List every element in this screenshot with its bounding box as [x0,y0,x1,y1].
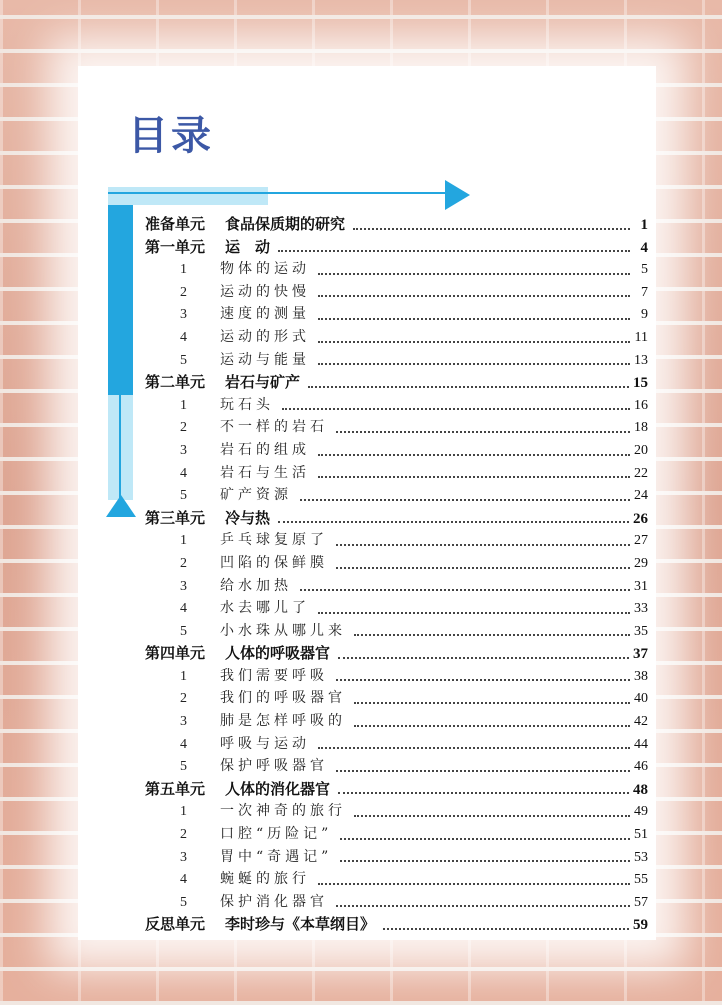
lesson-title: 物体的运动 [220,261,310,278]
lesson-number: 4 [180,601,187,617]
dot-leader [318,295,630,297]
page-number: 11 [634,329,648,345]
toc-lesson-entry[interactable] [145,303,648,326]
page-number: 33 [634,601,648,617]
lesson-title: 给水加热 [220,577,292,594]
lesson-number: 4 [180,465,187,481]
unit-label: 第五单元 [145,779,206,798]
toc-lesson-entry[interactable] [145,800,648,823]
unit-title: 人体的呼吸器官 [225,644,331,663]
page-number: 35 [634,623,648,639]
lesson-title: 胃中“奇遇记” [220,848,333,865]
unit-label: 第一单元 [145,237,206,256]
page-title: 目录 [128,113,214,159]
unit-label: 第二单元 [145,373,206,392]
dot-leader [300,499,630,501]
page-number: 48 [633,781,648,798]
page-number: 38 [634,668,648,684]
toc-lesson-entry[interactable] [145,687,648,710]
dot-leader [338,792,629,794]
page-number: 31 [634,578,648,594]
toc-lesson-entry[interactable] [145,439,648,462]
unit-title: 李时珍与《本草纲目》 [225,915,376,934]
lesson-title: 岩石与生活 [220,464,310,481]
toc-lesson-entry[interactable] [145,733,648,756]
page-number: 16 [634,397,648,413]
lesson-number: 2 [180,284,187,300]
toc-lesson-entry[interactable] [145,846,648,869]
dot-leader [282,408,630,410]
dot-leader [318,476,630,478]
lesson-title: 运动与能量 [220,351,310,368]
dot-leader [336,544,630,546]
unit-title: 冷与热 [225,508,271,527]
toc-lesson-entry[interactable] [145,326,648,349]
page-number: 40 [634,691,648,707]
unit-title: 人体的消化器官 [225,779,331,798]
dot-leader [318,612,630,614]
lesson-title: 运动的快慢 [220,283,310,300]
toc-lesson-entry[interactable] [145,416,648,439]
lesson-number: 5 [180,352,187,368]
toc-lesson-entry[interactable] [145,394,648,417]
dot-leader [318,341,630,343]
page-number: 26 [633,510,648,527]
page-number: 1 [640,217,648,233]
dot-leader [318,883,630,885]
lesson-number: 5 [180,894,187,910]
dot-leader [354,725,630,727]
unit-label: 第三单元 [145,508,206,527]
lesson-number: 2 [180,555,187,571]
lesson-number: 2 [180,827,187,843]
decorative-line-vertical [119,395,121,500]
lesson-title: 保护呼吸器官 [220,758,328,775]
lesson-title: 凹陷的保鲜膜 [220,554,328,571]
unit-label: 第四单元 [145,644,206,663]
lesson-number: 5 [180,488,187,504]
lesson-title: 我们的呼吸器官 [220,690,346,707]
unit-label: 反思单元 [145,915,206,934]
lesson-title: 呼吸与运动 [220,735,310,752]
page-number: 37 [633,646,648,663]
toc-unit-entry[interactable] [145,507,648,530]
dot-leader [318,318,630,320]
lesson-number: 4 [180,329,187,345]
lesson-title: 蜿蜒的旅行 [220,871,310,888]
page-number: 44 [634,736,648,752]
page-number: 42 [634,714,648,730]
unit-title: 食品保质期的研究 [225,215,346,233]
unit-title: 岩石与矿产 [225,373,301,392]
toc-lesson-entry[interactable] [145,710,648,733]
toc-lesson-entry[interactable] [145,484,648,507]
toc-unit-entry[interactable] [145,236,648,259]
dot-leader [336,431,630,433]
unit-label: 准备单元 [145,215,206,233]
lesson-title: 小水珠从哪儿来 [220,622,346,639]
toc-lesson-entry[interactable] [145,868,648,891]
lesson-title: 口腔“历险记” [220,826,333,843]
decorative-bar-horizontal [108,187,268,205]
lesson-number: 3 [180,578,187,594]
toc-unit-entry[interactable] [145,778,648,801]
unit-title: 运 动 [225,237,271,256]
page-number: 9 [641,307,648,323]
page-number: 27 [634,533,648,549]
lesson-number: 3 [180,307,187,323]
toc-lesson-entry[interactable] [145,552,648,575]
lesson-title: 一次神奇的旅行 [220,803,346,820]
table-of-contents [145,213,648,936]
dot-leader [353,228,630,230]
toc-lesson-entry[interactable] [145,462,648,485]
lesson-title: 保护消化器官 [220,893,328,910]
decorative-line-horizontal [108,192,453,194]
dot-leader [336,905,630,907]
lesson-number: 2 [180,691,187,707]
lesson-number: 3 [180,714,187,730]
toc-unit-entry[interactable] [145,371,648,394]
toc-lesson-entry[interactable] [145,823,648,846]
lesson-number: 1 [180,804,187,820]
lesson-number: 4 [180,872,187,888]
toc-lesson-entry[interactable] [145,281,648,304]
dot-leader [383,928,629,930]
page-number: 7 [641,284,648,300]
dot-leader [340,838,630,840]
toc-lesson-entry[interactable] [145,575,648,598]
lesson-number: 5 [180,623,187,639]
page-number: 15 [633,375,648,392]
page-number: 5 [641,262,648,278]
page-number: 29 [634,555,648,571]
lesson-number: 1 [180,262,187,278]
page-number: 46 [634,759,648,775]
lesson-title: 乒乓球复原了 [220,532,328,549]
dot-leader [318,273,630,275]
page-number: 4 [640,239,648,256]
page-number: 57 [634,894,648,910]
lesson-number: 3 [180,442,187,458]
toc-unit-entry[interactable] [145,213,648,236]
page-number: 51 [634,827,648,843]
lesson-title: 速度的测量 [220,306,310,323]
lesson-title: 不一样的岩石 [220,419,328,436]
lesson-number: 1 [180,397,187,413]
dot-leader [278,250,630,252]
page-number: 13 [634,352,648,368]
dot-leader [300,589,630,591]
lesson-number: 4 [180,736,187,752]
lesson-number: 2 [180,420,187,436]
lesson-title: 我们需要呼吸 [220,667,328,684]
dot-leader [308,386,629,388]
lesson-number: 5 [180,759,187,775]
toc-unit-entry[interactable] [145,642,648,665]
toc-lesson-entry[interactable] [145,891,648,914]
lesson-number: 1 [180,668,187,684]
page-number: 53 [634,849,648,865]
toc-lesson-entry[interactable] [145,258,648,281]
page-number: 55 [634,872,648,888]
dot-leader [354,634,630,636]
lesson-title: 运动的形式 [220,328,310,345]
toc-lesson-entry[interactable] [145,529,648,552]
toc-lesson-entry[interactable] [145,597,648,620]
page-number: 18 [634,420,648,436]
toc-lesson-entry[interactable] [145,755,648,778]
lesson-title: 玩石头 [220,396,274,413]
dot-leader [340,860,630,862]
lesson-title: 肺是怎样呼吸的 [220,713,346,730]
lesson-number: 1 [180,533,187,549]
dot-leader [318,363,630,365]
page-number: 20 [634,442,648,458]
toc-lesson-entry[interactable] [145,665,648,688]
arrow-right-icon [445,180,470,210]
dot-leader [338,657,629,659]
decorative-bar-vertical [108,205,133,395]
lesson-title: 水去哪儿了 [220,600,310,617]
toc-unit-entry[interactable] [145,913,648,936]
page-number: 49 [634,804,648,820]
arrow-up-icon [106,495,136,517]
dot-leader [318,747,630,749]
dot-leader [354,702,630,704]
dot-leader [336,567,630,569]
dot-leader [336,770,630,772]
toc-lesson-entry[interactable] [145,349,648,372]
page-number: 59 [633,917,648,934]
page-number: 24 [634,488,648,504]
dot-leader [354,815,630,817]
lesson-title: 岩石的组成 [220,441,310,458]
toc-lesson-entry[interactable] [145,620,648,643]
lesson-number: 3 [180,849,187,865]
page-number: 22 [634,465,648,481]
dot-leader [318,454,630,456]
lesson-title: 矿产资源 [220,487,292,504]
dot-leader [278,521,629,523]
dot-leader [336,679,630,681]
